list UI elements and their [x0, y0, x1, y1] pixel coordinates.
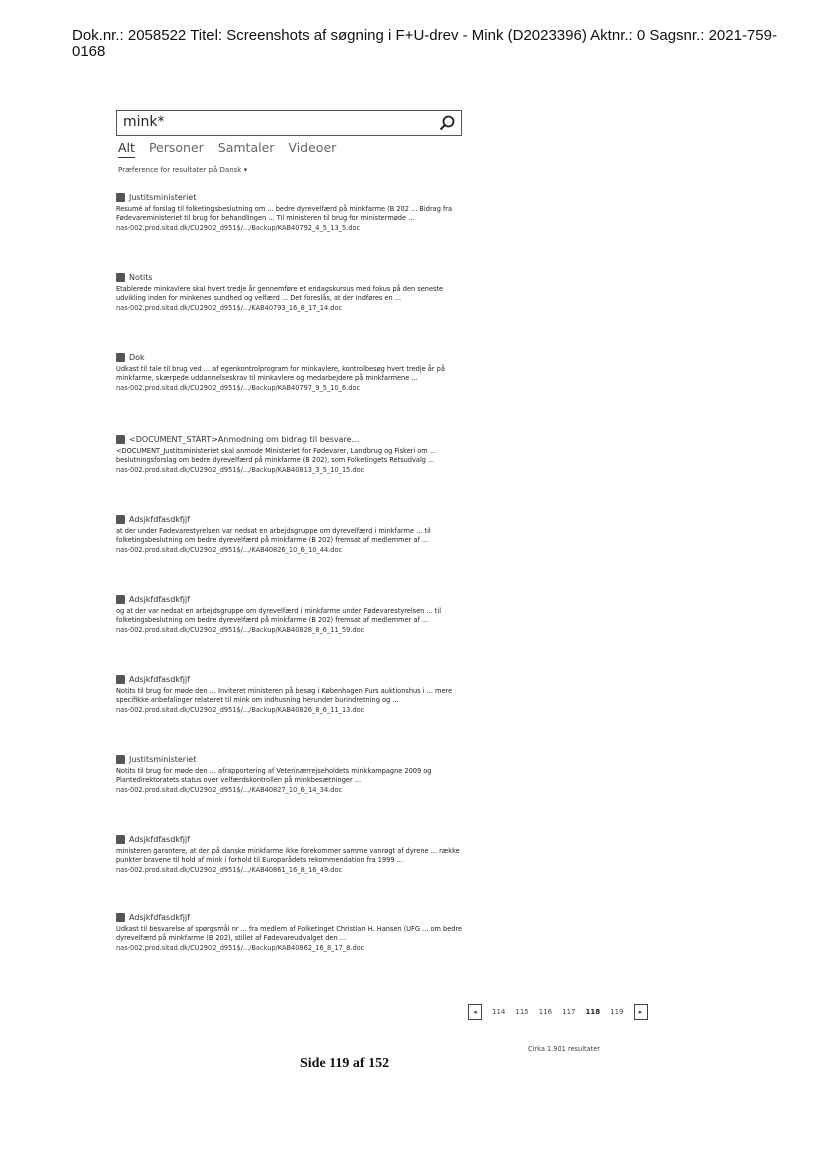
- document-icon: [116, 353, 125, 362]
- result-url: nas-002.prod.sitad.dk/CU2902_d951$/.../Backup/KAB40828_8_6_11_59.doc: [116, 626, 365, 634]
- result-snippet: ministeren garantere, at der på danske minkfarme ikke forekommer samme vanrøgt af dyrene ... række punkter bravene til hold af mink i forhold til Europarådets rekommendation fra 1999 ...: [116, 847, 460, 864]
- page-number: Side 119 af 152: [300, 1056, 390, 1071]
- result-url: nas-002.prod.sitad.dk/CU2902_d951$/.../Backup/KAB40862_16_8_17_8.doc: [116, 944, 365, 952]
- result-count: Cirka 1.901 resultater: [528, 1045, 601, 1053]
- result-url: nas-002.prod.sitad.dk/CU2902_d951$/.../Backup/KAB40813_3_5_10_15.doc: [116, 466, 365, 474]
- document-icon: [116, 515, 125, 524]
- result-snippet: Notits til brug for møde den ... Inviteret ministeren på besøg i Københagen Furs auktionshus i ... mere specifikke anbefalinger relateret til mink om indhusning herunder burindretning og ...: [116, 687, 453, 704]
- result-snippet: <DOCUMENT_Justitsministeriet skal anmode Ministeriet for Fødevarer, Landbrug og Fiskeri om ... beslutningsforslag om bedre dyrevelfærd på minkfarme (B 202), som Folketingets Retsudvalg ...: [116, 447, 437, 464]
- page-link[interactable]: 119: [610, 1008, 624, 1016]
- document-icon: [116, 193, 125, 202]
- list-item: [116, 514, 466, 555]
- result-title[interactable]: Adsjkfdfasdkfjjf: [129, 515, 191, 524]
- result-url: nas-002.prod.sitad.dk/CU2902_d951$/.../Backup/KAB40797_9_5_10_6.doc: [116, 384, 361, 392]
- page-link[interactable]: 116: [538, 1008, 553, 1016]
- result-url: nas-002.prod.sitad.dk/CU2902_d951$/.../KAB40827_10_6_14_34.doc: [116, 786, 343, 794]
- page-link[interactable]: 114: [492, 1008, 506, 1016]
- list-item: [116, 754, 466, 795]
- result-snippet: Udkast til tale til brug ved ... af egenkontrolprogram for minkavlere, kontrolbesøg hvert tredje år på minkfarme, skærpede uddannelseskrav til minkavlere og medarbejdere på minkfarmene ...: [116, 365, 445, 382]
- result-title[interactable]: Adsjkfdfasdkfjjf: [129, 595, 191, 604]
- result-title[interactable]: Justitsministeriet: [129, 193, 197, 202]
- document-icon: [116, 755, 125, 764]
- result-snippet: Etablerede minkavlere skal hvert tredje år gennemføre et endagskursus med fokus på den seneste udvikling inden for minkenes sundhed og velfærd ... Det foreslås, at der indføres en ...: [116, 285, 444, 302]
- document-icon: [116, 675, 125, 684]
- document-icon: [116, 435, 125, 444]
- result-title[interactable]: <DOCUMENT_START>Anmodning om bidrag til besvare...: [129, 435, 360, 444]
- previous-page-button[interactable]: ◂: [468, 1004, 482, 1020]
- result-url: nas-002.prod.sitad.dk/CU2902_d951$/.../KAB40793_16_8_17_14.doc: [116, 304, 343, 312]
- list-item: [116, 352, 466, 393]
- language-preference[interactable]: Præference for resultater på Dansk ▾: [118, 166, 248, 174]
- list-item: [116, 674, 466, 715]
- tab-conversations[interactable]: Samtaler: [217, 140, 275, 155]
- list-item: [116, 192, 466, 233]
- result-url: nas-002.prod.sitad.dk/CU2902_d951$/.../KAB40861_16_8_16_49.doc: [116, 866, 343, 874]
- list-item: [116, 272, 466, 313]
- search-box[interactable]: [116, 110, 462, 136]
- list-item: [116, 594, 466, 635]
- result-snippet: og at der var nedsat en arbejdsgruppe om dyrevelfærd i minkfarme under Fødevarestyrelsen ... til folketingsbeslutning om bedre dyrevelfærd på minkfarme (B 202) fremsat af medlemmer af ...: [116, 607, 442, 624]
- current-page: 118: [585, 1008, 601, 1016]
- tab-all[interactable]: Alt: [118, 140, 135, 158]
- document-header: Dok.nr.: 2058522 Titel: Screenshots af søgning i F+U-drev - Mink (D2023396) Aktnr.: 0 Sagsnr.: 2021-759-0168: [72, 27, 777, 60]
- result-title[interactable]: Notits: [129, 273, 153, 282]
- pagination: [468, 1003, 648, 1021]
- result-url: nas-002.prod.sitad.dk/CU2902_d951$/.../Backup/KAB40826_8_6_11_13.doc: [116, 706, 365, 714]
- search-icon[interactable]: [438, 114, 456, 132]
- document-icon: [116, 913, 125, 922]
- result-title[interactable]: Adsjkfdfasdkfjjf: [129, 675, 191, 684]
- result-snippet: Resumé af forslag til folketingsbeslutning om ... bedre dyrevelfærd på minkfarme (B 202 ... Bidrag fra Fødevareministeriet til brug for behandlingen ... Til ministeren til brug for ministermøde ...: [116, 205, 453, 222]
- result-title[interactable]: Adsjkfdfasdkfjjf: [129, 835, 191, 844]
- tab-videos[interactable]: Videoer: [288, 140, 337, 155]
- result-snippet: Notits til brug for møde den ... afrapportering af Veterinærrejseholdets minkkampagne 2009 og Plantedirektoratets status over velfærdskontrollen på minkbesætninger ...: [116, 767, 432, 784]
- result-title[interactable]: Adsjkfdfasdkfjjf: [129, 913, 191, 922]
- tab-people[interactable]: Personer: [148, 140, 204, 155]
- document-icon: [116, 595, 125, 604]
- result-url: nas-002.prod.sitad.dk/CU2902_d951$/.../Backup/KAB40792_4_5_13_5.doc: [116, 224, 361, 232]
- list-item: [116, 834, 466, 875]
- result-snippet: at der under Fødevarestyrelsen var nedsat en arbejdsgruppe om dyrevelfærd i minkfarme ... til folketingsbeslutning om bedre dyrevelfærd på minkfarme (B 202) fremsat af medlemmer af ...: [116, 527, 431, 544]
- result-title[interactable]: Justitsministeriet: [129, 755, 197, 764]
- list-item: [116, 434, 466, 475]
- result-url: nas-002.prod.sitad.dk/CU2902_d951$/.../KAB40826_10_6_10_44.doc: [116, 546, 343, 554]
- document-icon: [116, 835, 125, 844]
- search-tabs: [118, 140, 336, 158]
- result-title[interactable]: Dok: [129, 353, 145, 362]
- result-snippet: Udkast til besvarelse af spørgsmål nr ... fra medlem af Folketinget Christian H. Hansen (UFG ... om bedre dyrevelfærd på minkfarme (B 202), stillet af Fødevareudvalget den ...: [116, 925, 463, 942]
- list-item: [116, 912, 466, 953]
- document-icon: [116, 273, 125, 282]
- search-input[interactable]: mink*: [123, 114, 165, 130]
- next-page-button[interactable]: ▸: [634, 1004, 648, 1020]
- page-link[interactable]: 115: [515, 1008, 529, 1016]
- page-link[interactable]: 117: [562, 1008, 576, 1016]
